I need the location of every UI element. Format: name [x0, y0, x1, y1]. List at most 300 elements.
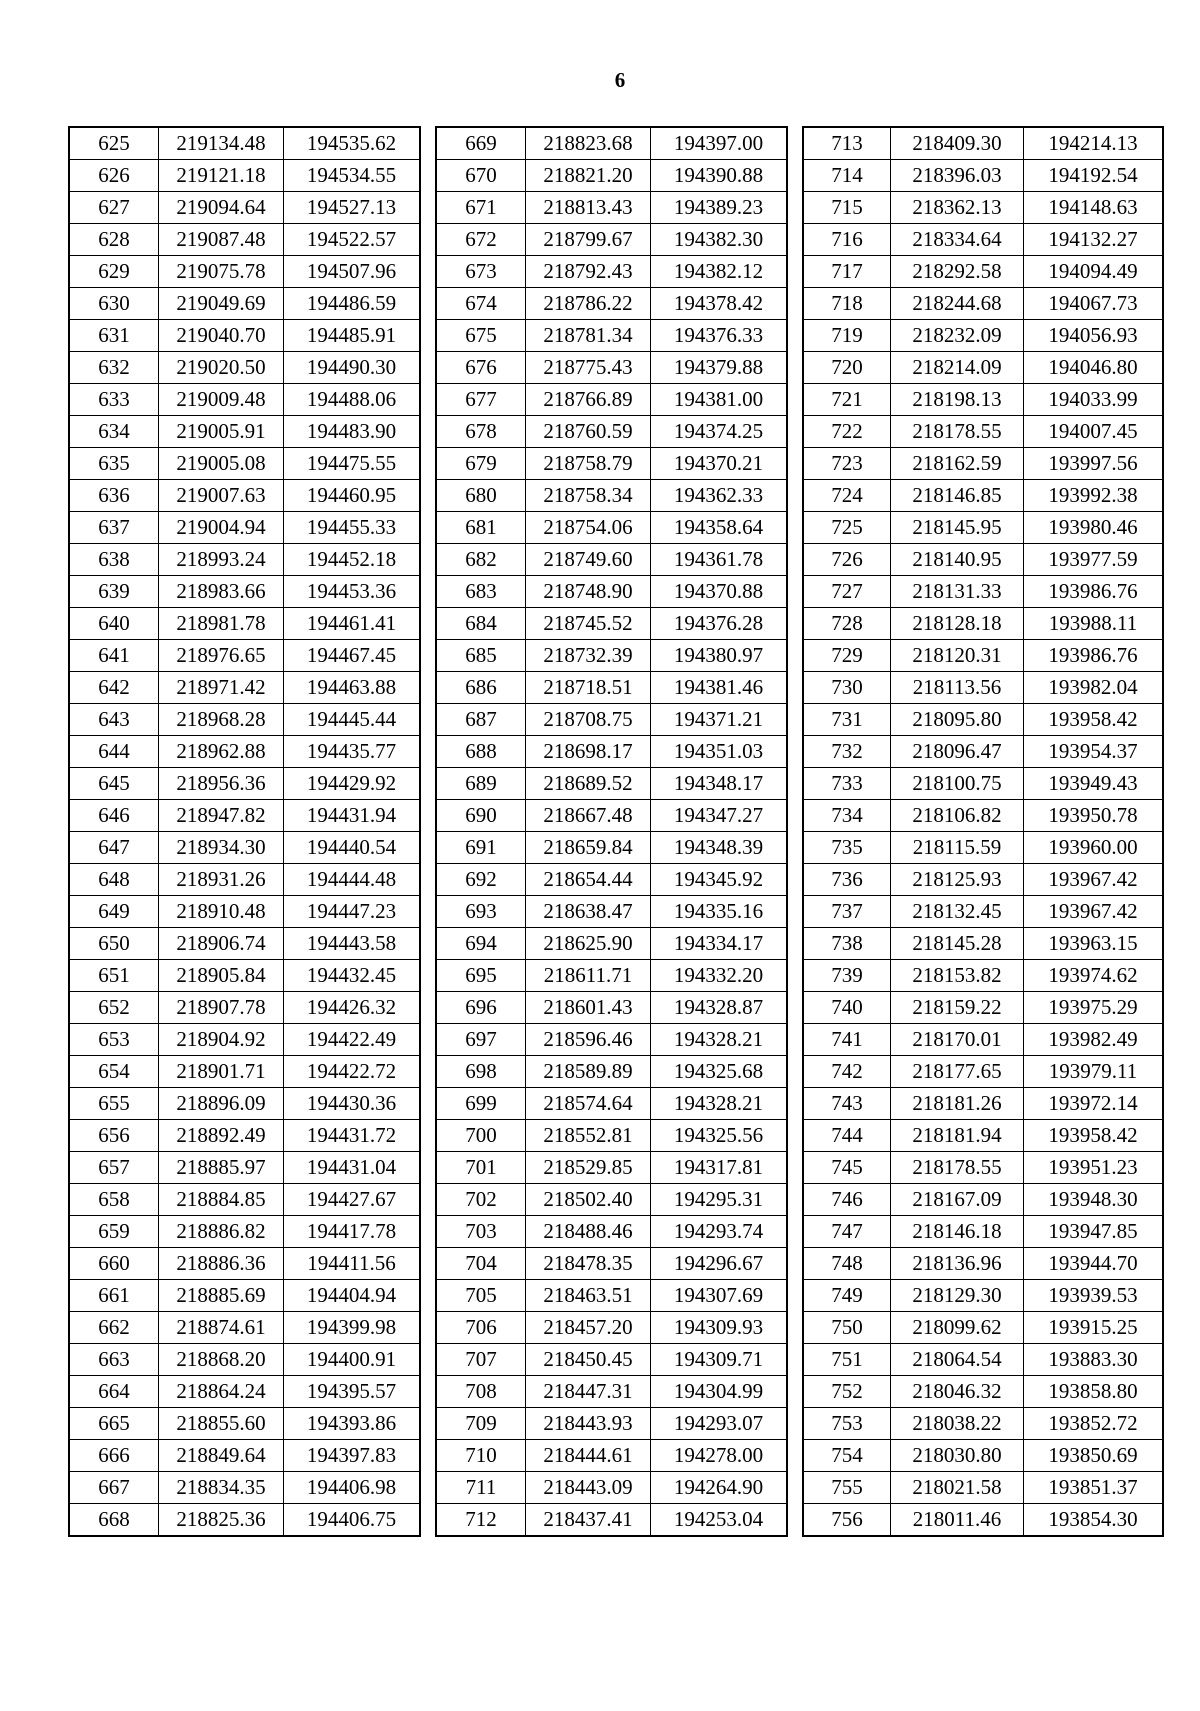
- y-coordinate-cell: 194406.75: [284, 1504, 421, 1537]
- y-coordinate-cell: 194452.18: [284, 544, 421, 576]
- x-coordinate-cell: 218145.28: [891, 928, 1024, 960]
- point-number-cell: 645: [69, 768, 159, 800]
- y-coordinate-cell: 194485.91: [284, 320, 421, 352]
- coordinate-table-middle: [435, 126, 788, 1537]
- table-row: [436, 1216, 787, 1248]
- table-row: [436, 896, 787, 928]
- x-coordinate-cell: 219040.70: [159, 320, 284, 352]
- point-number-cell: 679: [436, 448, 526, 480]
- x-coordinate-cell: 218131.33: [891, 576, 1024, 608]
- point-number-cell: 672: [436, 224, 526, 256]
- table-row: [436, 1152, 787, 1184]
- x-coordinate-cell: 219005.08: [159, 448, 284, 480]
- table-row: [69, 256, 420, 288]
- y-coordinate-cell: 194440.54: [284, 832, 421, 864]
- x-coordinate-cell: 218136.96: [891, 1248, 1024, 1280]
- point-number-cell: 663: [69, 1344, 159, 1376]
- y-coordinate-cell: 194381.46: [651, 672, 788, 704]
- table-row: [69, 1504, 420, 1537]
- point-number-cell: 659: [69, 1216, 159, 1248]
- x-coordinate-cell: 218140.95: [891, 544, 1024, 576]
- table-row: [69, 704, 420, 736]
- y-coordinate-cell: 194335.16: [651, 896, 788, 928]
- table-row: [803, 544, 1163, 576]
- point-number-cell: 704: [436, 1248, 526, 1280]
- table-row: [803, 1120, 1163, 1152]
- y-coordinate-cell: 194325.68: [651, 1056, 788, 1088]
- y-coordinate-cell: 194430.36: [284, 1088, 421, 1120]
- point-number-cell: 632: [69, 352, 159, 384]
- x-coordinate-cell: 218905.84: [159, 960, 284, 992]
- point-number-cell: 697: [436, 1024, 526, 1056]
- x-coordinate-cell: 218552.81: [526, 1120, 651, 1152]
- y-coordinate-cell: 194328.21: [651, 1088, 788, 1120]
- y-coordinate-cell: 194334.17: [651, 928, 788, 960]
- point-number-cell: 694: [436, 928, 526, 960]
- point-number-cell: 640: [69, 608, 159, 640]
- table-row: [436, 576, 787, 608]
- x-coordinate-cell: 218181.26: [891, 1088, 1024, 1120]
- y-coordinate-cell: 194376.28: [651, 608, 788, 640]
- table-row: [803, 1504, 1163, 1537]
- y-coordinate-cell: 194467.45: [284, 640, 421, 672]
- point-number-cell: 657: [69, 1152, 159, 1184]
- y-coordinate-cell: 194328.87: [651, 992, 788, 1024]
- table-row: [436, 1280, 787, 1312]
- x-coordinate-cell: 219121.18: [159, 160, 284, 192]
- y-coordinate-cell: 193851.37: [1024, 1472, 1164, 1504]
- point-number-cell: 740: [803, 992, 891, 1024]
- y-coordinate-cell: 193982.04: [1024, 672, 1164, 704]
- x-coordinate-cell: 218689.52: [526, 768, 651, 800]
- point-number-cell: 666: [69, 1440, 159, 1472]
- y-coordinate-cell: 193883.30: [1024, 1344, 1164, 1376]
- table-row: [803, 1184, 1163, 1216]
- y-coordinate-cell: 194132.27: [1024, 224, 1164, 256]
- y-coordinate-cell: 194426.32: [284, 992, 421, 1024]
- y-coordinate-cell: 194427.67: [284, 1184, 421, 1216]
- x-coordinate-cell: 218934.30: [159, 832, 284, 864]
- table-row: [69, 127, 420, 160]
- y-coordinate-cell: 194067.73: [1024, 288, 1164, 320]
- point-number-cell: 669: [436, 127, 526, 160]
- x-coordinate-cell: 218574.64: [526, 1088, 651, 1120]
- y-coordinate-cell: 194399.98: [284, 1312, 421, 1344]
- table-row: [803, 704, 1163, 736]
- point-number-cell: 736: [803, 864, 891, 896]
- table-row: [803, 384, 1163, 416]
- y-coordinate-cell: 193967.42: [1024, 864, 1164, 896]
- table-row: [436, 1504, 787, 1537]
- point-number-cell: 677: [436, 384, 526, 416]
- y-coordinate-cell: 194404.94: [284, 1280, 421, 1312]
- x-coordinate-cell: 218968.28: [159, 704, 284, 736]
- table-row: [803, 1280, 1163, 1312]
- point-number-cell: 664: [69, 1376, 159, 1408]
- table-row: [69, 928, 420, 960]
- table-row: [803, 1408, 1163, 1440]
- table-row: [69, 480, 420, 512]
- table-row: [436, 832, 787, 864]
- y-coordinate-cell: 194411.56: [284, 1248, 421, 1280]
- x-coordinate-cell: 218748.90: [526, 576, 651, 608]
- table-row: [436, 928, 787, 960]
- y-coordinate-cell: 193977.59: [1024, 544, 1164, 576]
- table-row: [69, 1216, 420, 1248]
- table-row: [803, 1088, 1163, 1120]
- y-coordinate-cell: 193975.29: [1024, 992, 1164, 1024]
- y-coordinate-cell: 194376.33: [651, 320, 788, 352]
- x-coordinate-cell: 218120.31: [891, 640, 1024, 672]
- x-coordinate-cell: 218745.52: [526, 608, 651, 640]
- x-coordinate-cell: 218962.88: [159, 736, 284, 768]
- point-number-cell: 661: [69, 1280, 159, 1312]
- y-coordinate-cell: 194431.72: [284, 1120, 421, 1152]
- point-number-cell: 737: [803, 896, 891, 928]
- x-coordinate-cell: 219004.94: [159, 512, 284, 544]
- point-number-cell: 732: [803, 736, 891, 768]
- y-coordinate-cell: 193986.76: [1024, 640, 1164, 672]
- page-number: 6: [614, 68, 626, 92]
- table-row: [436, 416, 787, 448]
- y-coordinate-cell: 194046.80: [1024, 352, 1164, 384]
- point-number-cell: 678: [436, 416, 526, 448]
- table-row: [69, 544, 420, 576]
- table-row: [436, 288, 787, 320]
- table-row: [436, 1376, 787, 1408]
- y-coordinate-cell: 194534.55: [284, 160, 421, 192]
- table-row: [803, 640, 1163, 672]
- table-row: [803, 256, 1163, 288]
- table-row: [803, 960, 1163, 992]
- x-coordinate-cell: 218718.51: [526, 672, 651, 704]
- y-coordinate-cell: 194431.94: [284, 800, 421, 832]
- point-number-cell: 684: [436, 608, 526, 640]
- point-number-cell: 711: [436, 1472, 526, 1504]
- table-row: [69, 672, 420, 704]
- table-row: [436, 1088, 787, 1120]
- y-coordinate-cell: 194007.45: [1024, 416, 1164, 448]
- table-row: [436, 1312, 787, 1344]
- x-coordinate-cell: 218981.78: [159, 608, 284, 640]
- x-coordinate-cell: 218457.20: [526, 1312, 651, 1344]
- x-coordinate-cell: 218095.80: [891, 704, 1024, 736]
- table-row: [436, 1440, 787, 1472]
- x-coordinate-cell: 218046.32: [891, 1376, 1024, 1408]
- y-coordinate-cell: 193988.11: [1024, 608, 1164, 640]
- table-row: [69, 1120, 420, 1152]
- point-number-cell: 692: [436, 864, 526, 896]
- point-number-cell: 750: [803, 1312, 891, 1344]
- y-coordinate-cell: 194358.64: [651, 512, 788, 544]
- point-number-cell: 680: [436, 480, 526, 512]
- table-row: [69, 640, 420, 672]
- point-number-cell: 744: [803, 1120, 891, 1152]
- table-row: [803, 896, 1163, 928]
- point-number-cell: 743: [803, 1088, 891, 1120]
- point-number-cell: 642: [69, 672, 159, 704]
- point-number-cell: 655: [69, 1088, 159, 1120]
- x-coordinate-cell: 218825.36: [159, 1504, 284, 1537]
- x-coordinate-cell: 218864.24: [159, 1376, 284, 1408]
- y-coordinate-cell: 194056.93: [1024, 320, 1164, 352]
- y-coordinate-cell: 194431.04: [284, 1152, 421, 1184]
- table-row: [69, 448, 420, 480]
- table-row: [803, 768, 1163, 800]
- point-number-cell: 644: [69, 736, 159, 768]
- point-number-cell: 633: [69, 384, 159, 416]
- point-number-cell: 746: [803, 1184, 891, 1216]
- x-coordinate-cell: 219005.91: [159, 416, 284, 448]
- x-coordinate-cell: 218589.89: [526, 1056, 651, 1088]
- table-row: [69, 352, 420, 384]
- y-coordinate-cell: 194370.21: [651, 448, 788, 480]
- y-coordinate-cell: 194307.69: [651, 1280, 788, 1312]
- point-number-cell: 665: [69, 1408, 159, 1440]
- point-number-cell: 753: [803, 1408, 891, 1440]
- x-coordinate-cell: 218502.40: [526, 1184, 651, 1216]
- point-number-cell: 676: [436, 352, 526, 384]
- point-number-cell: 741: [803, 1024, 891, 1056]
- table-row: [436, 1056, 787, 1088]
- table-row: [803, 864, 1163, 896]
- y-coordinate-cell: 194447.23: [284, 896, 421, 928]
- x-coordinate-cell: 218654.44: [526, 864, 651, 896]
- table-row: [69, 160, 420, 192]
- y-coordinate-cell: 193958.42: [1024, 704, 1164, 736]
- y-coordinate-cell: 193963.15: [1024, 928, 1164, 960]
- point-number-cell: 673: [436, 256, 526, 288]
- point-number-cell: 733: [803, 768, 891, 800]
- x-coordinate-cell: 218153.82: [891, 960, 1024, 992]
- y-coordinate-cell: 194351.03: [651, 736, 788, 768]
- y-coordinate-cell: 193915.25: [1024, 1312, 1164, 1344]
- table-row: [803, 352, 1163, 384]
- x-coordinate-cell: 218971.42: [159, 672, 284, 704]
- x-coordinate-cell: 218813.43: [526, 192, 651, 224]
- y-coordinate-cell: 193951.23: [1024, 1152, 1164, 1184]
- x-coordinate-cell: 218214.09: [891, 352, 1024, 384]
- point-number-cell: 649: [69, 896, 159, 928]
- point-number-cell: 691: [436, 832, 526, 864]
- point-number-cell: 706: [436, 1312, 526, 1344]
- x-coordinate-cell: 219007.63: [159, 480, 284, 512]
- x-coordinate-cell: 218956.36: [159, 768, 284, 800]
- table-row: [69, 1376, 420, 1408]
- point-number-cell: 727: [803, 576, 891, 608]
- point-number-cell: 631: [69, 320, 159, 352]
- table-row: [803, 512, 1163, 544]
- x-coordinate-cell: 218443.09: [526, 1472, 651, 1504]
- y-coordinate-cell: 194400.91: [284, 1344, 421, 1376]
- table-row: [69, 864, 420, 896]
- y-coordinate-cell: 193854.30: [1024, 1504, 1164, 1537]
- table-row: [436, 1408, 787, 1440]
- point-number-cell: 716: [803, 224, 891, 256]
- point-number-cell: 729: [803, 640, 891, 672]
- table-row: [803, 480, 1163, 512]
- table-row: [803, 224, 1163, 256]
- point-number-cell: 695: [436, 960, 526, 992]
- x-coordinate-cell: 219020.50: [159, 352, 284, 384]
- y-coordinate-cell: 194461.41: [284, 608, 421, 640]
- point-number-cell: 688: [436, 736, 526, 768]
- y-coordinate-cell: 194435.77: [284, 736, 421, 768]
- point-number-cell: 718: [803, 288, 891, 320]
- point-number-cell: 749: [803, 1280, 891, 1312]
- point-number-cell: 639: [69, 576, 159, 608]
- point-number-cell: 722: [803, 416, 891, 448]
- table-row: [803, 1312, 1163, 1344]
- table-row: [803, 608, 1163, 640]
- point-number-cell: 646: [69, 800, 159, 832]
- x-coordinate-cell: 218885.97: [159, 1152, 284, 1184]
- point-number-cell: 689: [436, 768, 526, 800]
- point-number-cell: 705: [436, 1280, 526, 1312]
- point-number-cell: 735: [803, 832, 891, 864]
- y-coordinate-cell: 194444.48: [284, 864, 421, 896]
- y-coordinate-cell: 194455.33: [284, 512, 421, 544]
- table-row: [803, 192, 1163, 224]
- point-number-cell: 699: [436, 1088, 526, 1120]
- point-number-cell: 658: [69, 1184, 159, 1216]
- table-row: [803, 672, 1163, 704]
- y-coordinate-cell: 194390.88: [651, 160, 788, 192]
- x-coordinate-cell: 218792.43: [526, 256, 651, 288]
- y-coordinate-cell: 194309.71: [651, 1344, 788, 1376]
- point-number-cell: 712: [436, 1504, 526, 1537]
- point-number-cell: 687: [436, 704, 526, 736]
- x-coordinate-cell: 218910.48: [159, 896, 284, 928]
- x-coordinate-cell: 219134.48: [159, 127, 284, 160]
- x-coordinate-cell: 218849.64: [159, 1440, 284, 1472]
- point-number-cell: 641: [69, 640, 159, 672]
- point-number-cell: 636: [69, 480, 159, 512]
- point-number-cell: 731: [803, 704, 891, 736]
- point-number-cell: 683: [436, 576, 526, 608]
- table-row: [803, 448, 1163, 480]
- table-row: [436, 352, 787, 384]
- point-number-cell: 703: [436, 1216, 526, 1248]
- point-number-cell: 635: [69, 448, 159, 480]
- y-coordinate-cell: 194422.72: [284, 1056, 421, 1088]
- table-row: [69, 320, 420, 352]
- x-coordinate-cell: 218901.71: [159, 1056, 284, 1088]
- table-row: [436, 640, 787, 672]
- point-number-cell: 756: [803, 1504, 891, 1537]
- x-coordinate-cell: 218145.95: [891, 512, 1024, 544]
- point-number-cell: 693: [436, 896, 526, 928]
- x-coordinate-cell: 218892.49: [159, 1120, 284, 1152]
- y-coordinate-cell: 194397.83: [284, 1440, 421, 1472]
- point-number-cell: 715: [803, 192, 891, 224]
- y-coordinate-cell: 193954.37: [1024, 736, 1164, 768]
- point-number-cell: 745: [803, 1152, 891, 1184]
- y-coordinate-cell: 194148.63: [1024, 192, 1164, 224]
- table-row: [803, 1472, 1163, 1504]
- x-coordinate-cell: 218030.80: [891, 1440, 1024, 1472]
- x-coordinate-cell: 218099.62: [891, 1312, 1024, 1344]
- y-coordinate-cell: 194429.92: [284, 768, 421, 800]
- point-number-cell: 686: [436, 672, 526, 704]
- y-coordinate-cell: 194348.39: [651, 832, 788, 864]
- table-row: [436, 768, 787, 800]
- y-coordinate-cell: 194214.13: [1024, 127, 1164, 160]
- x-coordinate-cell: 218596.46: [526, 1024, 651, 1056]
- point-number-cell: 667: [69, 1472, 159, 1504]
- table-row: [803, 576, 1163, 608]
- y-coordinate-cell: 194397.00: [651, 127, 788, 160]
- point-number-cell: 700: [436, 1120, 526, 1152]
- x-coordinate-cell: 218823.68: [526, 127, 651, 160]
- y-coordinate-cell: 193974.62: [1024, 960, 1164, 992]
- table-row: [69, 1184, 420, 1216]
- y-coordinate-cell: 194370.88: [651, 576, 788, 608]
- y-coordinate-cell: 194362.33: [651, 480, 788, 512]
- x-coordinate-cell: 218611.71: [526, 960, 651, 992]
- coordinate-table-right: [802, 126, 1164, 1537]
- y-coordinate-cell: 194490.30: [284, 352, 421, 384]
- y-coordinate-cell: 194361.78: [651, 544, 788, 576]
- y-coordinate-cell: 193850.69: [1024, 1440, 1164, 1472]
- point-number-cell: 654: [69, 1056, 159, 1088]
- point-number-cell: 730: [803, 672, 891, 704]
- x-coordinate-cell: 218443.93: [526, 1408, 651, 1440]
- x-coordinate-cell: 218128.18: [891, 608, 1024, 640]
- table-row: [803, 928, 1163, 960]
- point-number-cell: 668: [69, 1504, 159, 1537]
- table-row: [69, 992, 420, 1024]
- x-coordinate-cell: 218129.30: [891, 1280, 1024, 1312]
- x-coordinate-cell: 218708.75: [526, 704, 651, 736]
- table-row: [803, 1440, 1163, 1472]
- x-coordinate-cell: 218834.35: [159, 1472, 284, 1504]
- table-row: [436, 1248, 787, 1280]
- point-number-cell: 738: [803, 928, 891, 960]
- y-coordinate-cell: 194380.97: [651, 640, 788, 672]
- point-number-cell: 670: [436, 160, 526, 192]
- table-row: [69, 1440, 420, 1472]
- point-number-cell: 652: [69, 992, 159, 1024]
- x-coordinate-cell: 218896.09: [159, 1088, 284, 1120]
- y-coordinate-cell: 194325.56: [651, 1120, 788, 1152]
- x-coordinate-cell: 218781.34: [526, 320, 651, 352]
- table-row: [803, 1376, 1163, 1408]
- y-coordinate-cell: 194475.55: [284, 448, 421, 480]
- y-coordinate-cell: 194443.58: [284, 928, 421, 960]
- y-coordinate-cell: 194379.88: [651, 352, 788, 384]
- point-number-cell: 742: [803, 1056, 891, 1088]
- x-coordinate-cell: 218021.58: [891, 1472, 1024, 1504]
- x-coordinate-cell: 218758.79: [526, 448, 651, 480]
- table-row: [69, 736, 420, 768]
- x-coordinate-cell: 218907.78: [159, 992, 284, 1024]
- y-coordinate-cell: 194483.90: [284, 416, 421, 448]
- x-coordinate-cell: 218159.22: [891, 992, 1024, 1024]
- y-coordinate-cell: 193960.00: [1024, 832, 1164, 864]
- point-number-cell: 660: [69, 1248, 159, 1280]
- y-coordinate-cell: 194406.98: [284, 1472, 421, 1504]
- y-coordinate-cell: 194347.27: [651, 800, 788, 832]
- table-row: [69, 384, 420, 416]
- y-coordinate-cell: 194417.78: [284, 1216, 421, 1248]
- table-row: [69, 224, 420, 256]
- x-coordinate-cell: 218601.43: [526, 992, 651, 1024]
- x-coordinate-cell: 218100.75: [891, 768, 1024, 800]
- y-coordinate-cell: 194317.81: [651, 1152, 788, 1184]
- point-number-cell: 656: [69, 1120, 159, 1152]
- x-coordinate-cell: 218868.20: [159, 1344, 284, 1376]
